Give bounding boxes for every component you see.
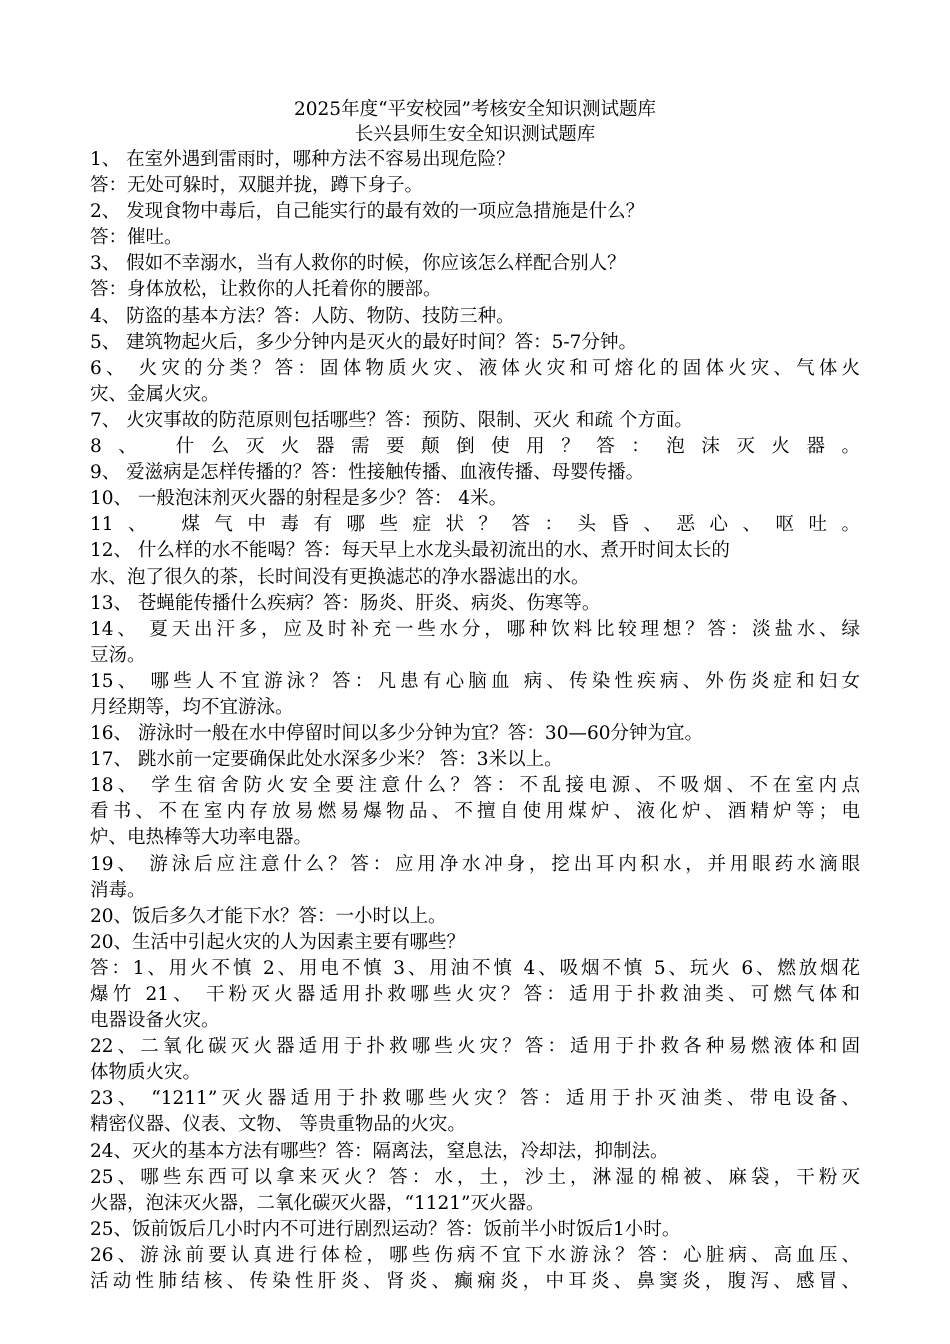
text-line: 3、 假如不幸溺水，当有人救你的时候，你应该怎么样配合别人？	[90, 253, 626, 275]
text-line: 消毒。	[90, 879, 146, 901]
text-line: 9、 爱滋病是怎样传播的？答：性接触传播、血液传播、母婴传播。	[90, 462, 645, 484]
text-line: 1、 在室外遇到雷雨时，哪种方法不容易出现危险？	[90, 149, 515, 170]
text-line: 6、 火灾的分类？答：固体物质火灾、液体火灾和可熔化的固体火灾、气体火	[90, 357, 860, 379]
text-line: 灾、金属火灾。	[90, 383, 220, 405]
text-line: 20、饭后多久才能下水？答：一小时以上。	[90, 905, 447, 927]
text-line: 火器，泡沫灭火器，二氧化碳灭火器，“1121”灭火器。	[90, 1192, 545, 1214]
text-line: 活动性肺结核、传染性肝炎、肾炎、癫痫炎，中耳炎、鼻窦炎，腹泻、感冒、	[90, 1271, 860, 1293]
text-line: 月经期等，均不宜游泳。	[90, 696, 294, 718]
text-line: 答：无处可躲时，双腿并拢，蹲下身子。	[90, 175, 424, 197]
text-line: 12、 什么样的水不能喝？答：每天早上水龙头最初流出的水、煮开时间太长的	[90, 540, 730, 562]
text-line: 17、 跳水前一定要确保此处水深多少米？ 答：3米以上。	[90, 749, 563, 771]
text-line: 5、 建筑物起火后，多少分钟内是灭火的最好时间？答：5-7分钟。	[90, 331, 637, 353]
text-line: 24、灭火的基本方法有哪些？答：隔离法，窒息法，冷却法，抑制法。	[90, 1140, 669, 1162]
document-page	[90, 97, 860, 1295]
document-subtitle: 长兴县师生安全知识测试题库	[354, 124, 596, 145]
text-line: 答：催吐。	[90, 227, 183, 249]
text-line: 25、饭前饭后几小时内不可进行剧烈运动？答：饭前半小时饭后1小时。	[90, 1218, 681, 1240]
text-line: 10、 一般泡沫剂灭火器的射程是多少？答： 4米。	[90, 488, 508, 510]
text-line: 2、 发现食物中毒后，自己能实行的最有效的一项应急措施是什么？	[90, 201, 645, 223]
text-line: 23、 “1211”灭火器适用于扑救哪些火灾？答：适用于扑灭油类、带电设备、	[90, 1088, 860, 1110]
text-line: 电器设备火灾。	[90, 1010, 220, 1032]
text-line: 爆竹 21、 干粉灭火器适用扑救哪些火灾？答：适用于扑救油类、可燃气体和	[90, 984, 860, 1005]
text-line: 7、 火灾事故的防范原则包括哪些？答：预防、限制、灭火 和疏 个方面。	[90, 409, 693, 431]
text-line: 22、二氧化碳灭火器适用于扑救哪些火灾？答：适用于扑救各种易燃液体和固	[90, 1036, 860, 1058]
document-title: 2025年度“平安校园”考核安全知识测试题库	[294, 99, 656, 120]
text-line: 13、 苍蝇能传播什么疾病？答：肠炎、肝炎、病炎、伤寒等。	[90, 592, 601, 614]
text-line: 水、泡了很久的茶，长时间没有更换滤芯的净水器滤出的水。	[90, 566, 590, 588]
text-line: 11、 煤气中毒有哪些症状？答：头昏、恶心、呕吐。	[90, 514, 860, 536]
text-line: 豆汤。	[90, 644, 146, 666]
text-line: 15、 哪些人不宜游泳？答：凡患有心脑血 病、传染性疾病、外伤炎症和妇女	[90, 670, 860, 692]
text-line: 答：身体放松，让救你的人托着你的腰部。	[90, 279, 442, 301]
text-line: 26、游泳前要认真进行体检，哪些伤病不宜下水游泳？答：心脏病、高血压、	[90, 1244, 860, 1266]
text-line: 18、 学生宿舍防火安全要注意什么？答：不乱接电源、不吸烟、不在室内点	[90, 775, 860, 797]
text-line: 25、哪些东西可以拿来灭火？答：水，土，沙土，淋湿的棉被、麻袋，干粉灭	[90, 1166, 860, 1188]
text-line: 答：1、用火不慎 2、用电不慎 3、用油不慎 4、吸烟不慎 5、玩火 6、燃放烟花	[90, 957, 860, 979]
text-line: 精密仪器、仪表、文物、 等贵重物品的火灾。	[90, 1114, 466, 1136]
text-line: 体物质火灾。	[90, 1062, 202, 1084]
text-line: 19、 游泳后应注意什么？答：应用净水冲身，挖出耳内积水，并用眼药水滴眼	[90, 853, 860, 875]
text-line: 16、 游泳时一般在水中停留时间以多少分钟为宜？答：30—60分钟为宜。	[90, 723, 704, 745]
text-line: 20、生活中引起火灾的人为因素主要有哪些？	[90, 931, 466, 953]
question-list	[90, 147, 860, 1295]
text-line: 14、 夏天出汗多，应及时补充一些水分，哪种饮料比较理想？答：淡盐水、绿	[90, 618, 860, 640]
text-line: 8、 什么灭火器需要颠倒使用？答：泡沫灭火器。	[90, 436, 860, 458]
text-line: 看书、不在室内存放易燃易爆物品、不擅自使用煤炉、液化炉、酒精炉等；电	[90, 801, 860, 823]
text-line: 4、 防盗的基本方法？答：人防、物防、技防三种。	[90, 305, 515, 327]
text-line: 炉、电热棒等大功率电器。	[90, 827, 313, 849]
